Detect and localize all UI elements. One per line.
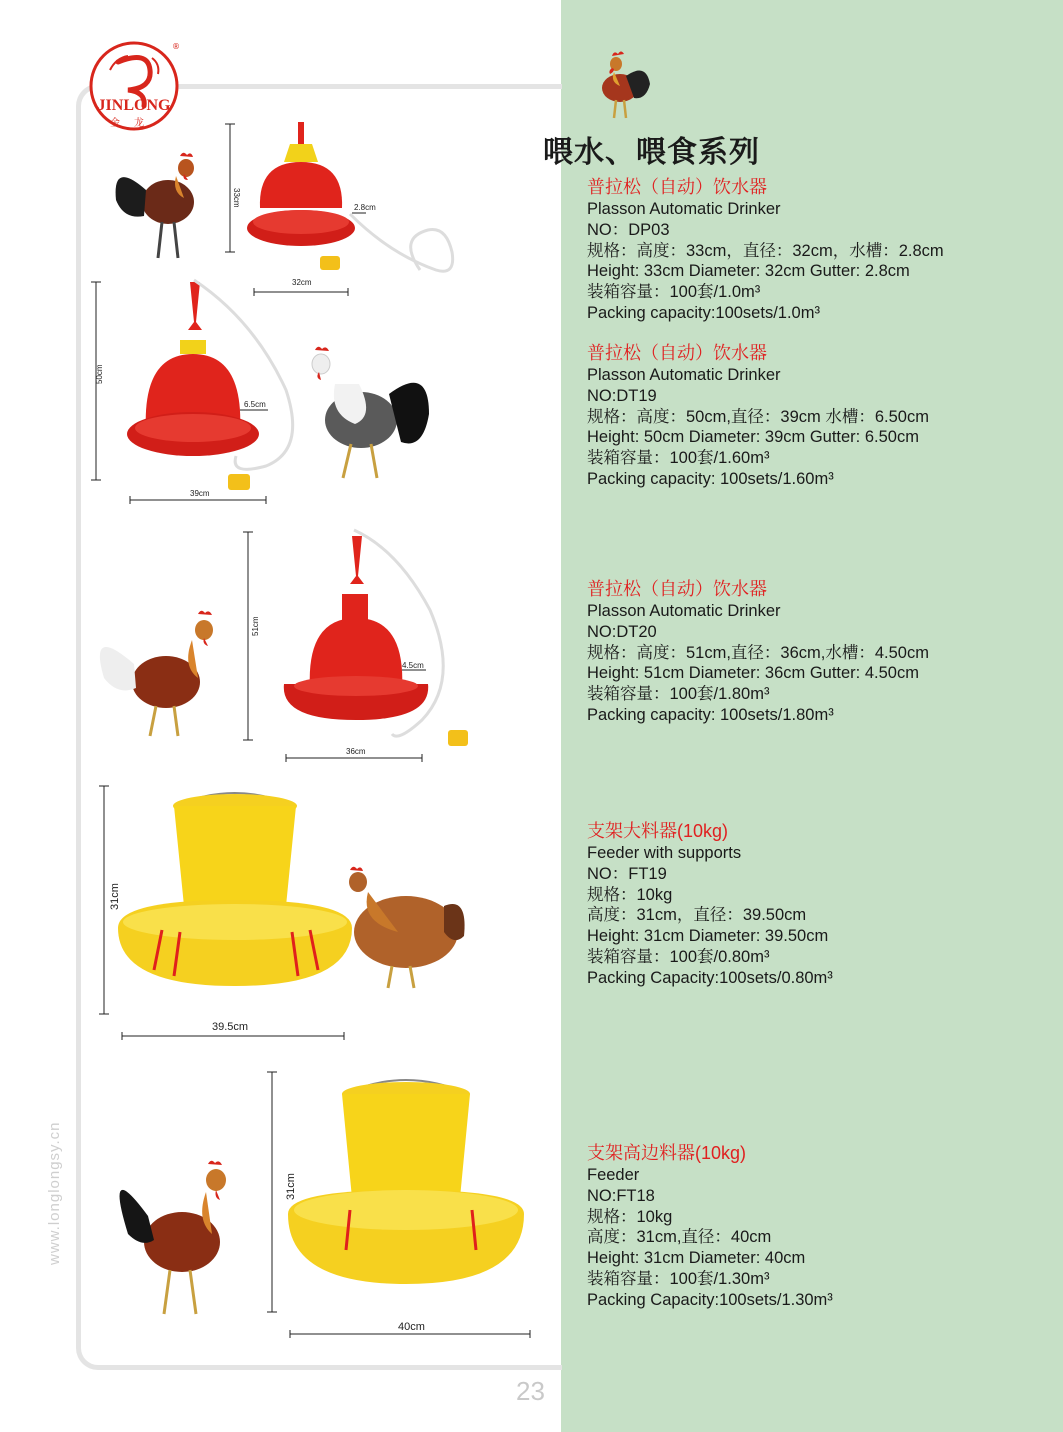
feeder-ft19-image — [94, 780, 358, 1050]
drinker-dt19-image — [82, 274, 312, 514]
product-packing-en: Packing capacity: 100sets/1.60m³ — [587, 469, 834, 488]
dim-height-label: 33cm — [232, 188, 241, 208]
product-no: NO:DT20 — [587, 622, 657, 641]
logo-subtext: 金龙 — [110, 118, 158, 129]
product-name-en: Feeder — [587, 1166, 640, 1184]
product-spec-en: Height: 31cm Diameter: 39.50cm — [587, 927, 829, 946]
product-packing-en: Packing capacity: 100sets/1.80m³ — [587, 705, 834, 724]
product-no: NO:FT18 — [587, 1186, 655, 1205]
product-spec-zh: 规格：高度：33cm，直径：32cm，水槽：2.8cm — [587, 241, 944, 260]
product-spec-zh: 规格：高度：51cm,直径：36cm,水槽：4.50cm — [587, 643, 929, 662]
product-no: NO：FT19 — [587, 864, 667, 883]
rooster-image-4 — [118, 1158, 242, 1320]
product-name-en: Feeder with supports — [587, 844, 742, 862]
feeder-ft18-image — [260, 1064, 536, 1350]
product-name-zh: 支架高边料器(10kg) — [587, 1143, 747, 1163]
product-block-dt19 — [587, 342, 929, 490]
product-block-dt20 — [587, 578, 929, 726]
dim-gutter-label: 4.5cm — [402, 661, 424, 670]
product-packing-zh: 装箱容量：100套/1.80m³ — [587, 685, 770, 704]
product-spec-zh-2: 高度：31cm,直径：40cm — [587, 1228, 772, 1247]
rooster-image-3 — [94, 608, 222, 742]
product-name-zh: 普拉松（自动）饮水器 — [587, 579, 767, 599]
product-spec-en: Height: 50cm Diameter: 39cm Gutter: 6.50cm — [587, 428, 919, 447]
product-block-dp03 — [587, 176, 944, 324]
drinker-dp03-image — [220, 118, 465, 300]
product-no: NO:DT19 — [587, 386, 657, 405]
product-packing-en: Packing Capacity:100sets/1.30m³ — [587, 1290, 833, 1309]
logo-text: JINLONG — [97, 97, 171, 114]
hen-image — [344, 862, 472, 992]
product-spec-zh-2: 高度：31cm，直径：39.50cm — [587, 906, 807, 925]
product-spec-zh: 规格：高度：50cm,直径：39cm 水槽：6.50cm — [587, 407, 929, 426]
product-packing-zh: 装箱容量：100套/1.60m³ — [587, 449, 770, 468]
product-spec-en: Height: 51cm Diameter: 36cm Gutter: 4.50cm — [587, 664, 919, 683]
product-packing-zh: 装箱容量：100套/0.80m³ — [587, 947, 770, 966]
product-packing-en: Packing Capacity:100sets/0.80m³ — [587, 968, 833, 987]
series-title: 喂水、喂食系列 — [543, 135, 760, 170]
registered-mark: ® — [172, 42, 180, 51]
rooster-header-image — [582, 50, 654, 124]
website-watermark: www.longlongsy.cn — [46, 1121, 63, 1265]
dim-width-label: 39cm — [190, 489, 210, 498]
page-number: 23 — [516, 1376, 545, 1406]
product-block-ft19 — [587, 820, 833, 989]
rooster-image-2 — [305, 344, 433, 482]
product-name-zh: 普拉松（自动）饮水器 — [587, 343, 767, 363]
product-packing-zh: 装箱容量：100套/1.0m³ — [587, 283, 761, 302]
product-spec-en: Height: 33cm Diameter: 32cm Gutter: 2.8cm — [587, 262, 910, 281]
product-name-zh: 普拉松（自动）饮水器 — [587, 177, 767, 197]
drinker-dt20-image — [236, 524, 486, 770]
dim-height-label: 31cm — [285, 1173, 297, 1200]
dim-width-label: 39.5cm — [212, 1021, 249, 1033]
product-name-en: Plasson Automatic Drinker — [587, 200, 781, 218]
dim-height-label: 51cm — [251, 616, 260, 636]
product-no: NO：DP03 — [587, 220, 670, 239]
product-packing-en: Packing capacity:100sets/1.0m³ — [587, 303, 820, 322]
dim-width-label: 32cm — [292, 278, 312, 287]
dim-width-label: 40cm — [398, 1321, 425, 1333]
product-spec-zh: 规格：10kg — [587, 1207, 673, 1226]
product-name-zh: 支架大料器(10kg) — [587, 821, 729, 841]
rooster-image-1 — [110, 150, 205, 268]
product-name-en: Plasson Automatic Drinker — [587, 602, 781, 620]
dim-width-label: 36cm — [346, 747, 366, 756]
dim-height-label: 31cm — [109, 883, 121, 910]
product-packing-zh: 装箱容量：100套/1.30m³ — [587, 1269, 770, 1288]
dim-height-label: 50cm — [95, 364, 104, 384]
product-spec-zh: 规格：10kg — [587, 885, 673, 904]
product-name-en: Plasson Automatic Drinker — [587, 366, 781, 384]
dim-gutter-label: 6.5cm — [244, 400, 266, 409]
dim-gutter-label: 2.8cm — [354, 203, 376, 212]
product-spec-en: Height: 31cm Diameter: 40cm — [587, 1249, 806, 1268]
product-block-ft18 — [587, 1142, 833, 1311]
